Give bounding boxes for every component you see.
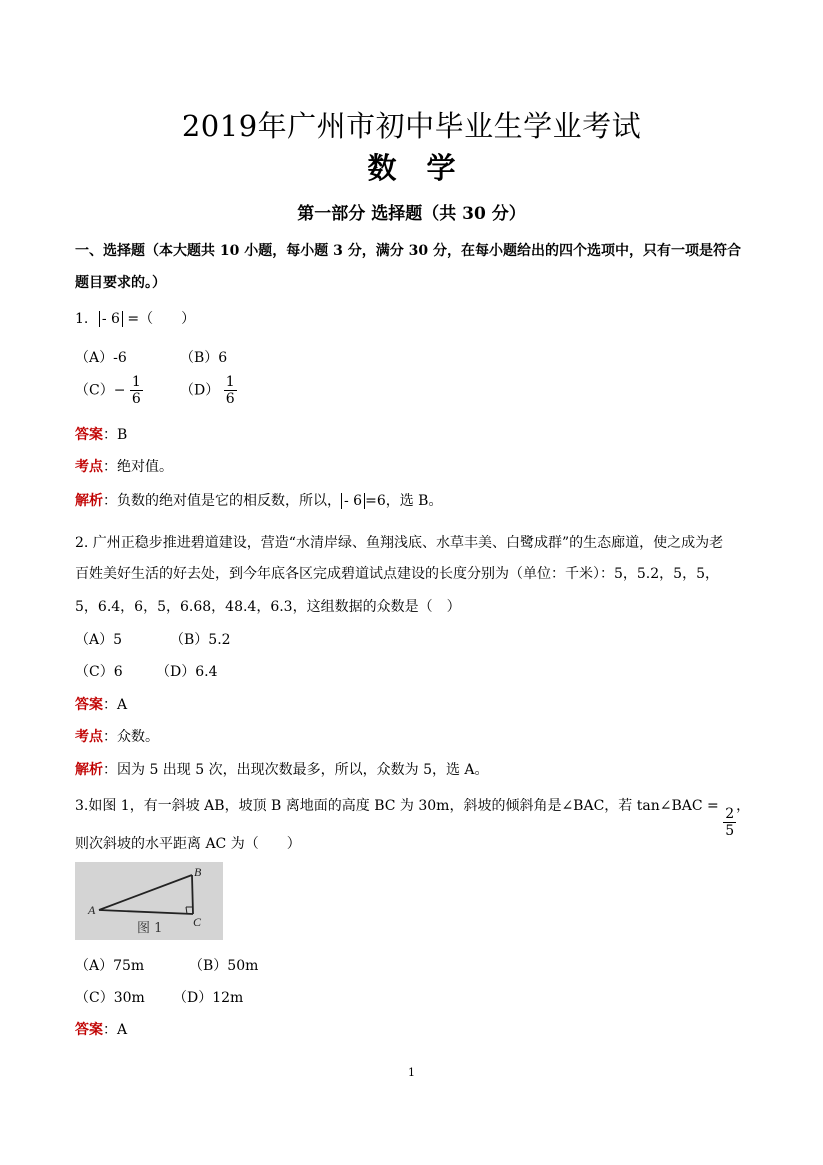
analysis-label: 解析	[75, 762, 103, 778]
q1-abs-expression: - 6	[99, 311, 123, 327]
q1-option-c	[75, 374, 143, 407]
fraction-denominator: 5	[725, 823, 735, 839]
analysis-abs-expression: - 6	[341, 493, 365, 509]
fraction-numerator: 2	[725, 806, 735, 822]
answer-value: ：B	[103, 427, 128, 443]
q2-answer	[75, 694, 127, 714]
point-label: 考点	[75, 459, 103, 475]
q2-option-b: （B）5.2	[170, 632, 231, 648]
q1-stem	[75, 308, 195, 328]
point-b-label: B	[194, 865, 202, 879]
q3-stem-text: 3.如图 1，有一斜坡 AB，坡顶 B 离地面的高度 BC 为 30m，斜坡的倾斜角是∠BAC，若 tan∠BAC =	[75, 798, 719, 814]
q2-stem-line1: 2. 广州正稳步推进碧道建设，营造“水清岸绿、鱼翔浅底、水草丰美、白鹭成群”的生态廊道，使之成为老	[75, 535, 724, 551]
q2-option-d: （D）6.4	[156, 664, 218, 680]
q3-tan-fraction	[723, 806, 736, 839]
point-value: ：众数。	[103, 729, 159, 745]
subject-title: 数学	[367, 151, 486, 185]
part-heading: 第一部分 选择题（共 30 分）	[297, 204, 526, 224]
page-title: 2019年广州市初中毕业生学业考试	[181, 109, 642, 143]
section-instructions-line1: 一、选择题（本大题共 10 小题，每小题 3 分，满分 30 分，在每小题给出的四个选项中，只有一项是符合	[75, 243, 741, 259]
q1-option-c-label: （C）	[75, 382, 114, 399]
q2-option-c: （C）6	[75, 664, 123, 680]
q2-stem-line3: 5，6.4，6，5，6.68，48.4，6.3，这组数据的众数是（ ）	[75, 599, 461, 615]
q1-answer	[75, 424, 127, 444]
q3-option-a: （A）75m	[75, 958, 145, 974]
analysis-text-tail: =6，选 B。	[365, 493, 443, 509]
fraction-numerator: 1	[225, 374, 235, 390]
answer-label: 答案	[75, 427, 103, 443]
answer-label: 答案	[75, 1022, 103, 1038]
section-instructions-line2: 题目要求的。）	[75, 275, 166, 291]
q2-analysis	[75, 759, 489, 779]
q3-stem-comma: ，	[736, 798, 751, 814]
q2-option-a: （A）5	[75, 632, 123, 648]
point-a-label: A	[88, 903, 96, 917]
q1-option-d	[180, 374, 237, 407]
q1-option-c-fraction	[130, 374, 143, 407]
height-line-bc	[192, 875, 193, 914]
answer-value: ：A	[103, 1022, 128, 1038]
page-number: 1	[408, 1066, 415, 1079]
q1-number: 1.	[75, 311, 89, 327]
analysis-text: ：负数的绝对值是它的相反数，所以，	[103, 493, 341, 509]
q2-stem-line2: 百姓美好生活的好去处，到今年底各区完成碧道试点建设的长度分别为（单位：千米）：5，5.2，5，5，	[75, 566, 719, 582]
analysis-text: ：因为 5 出现 5 次，出现次数最多，所以，众数为 5，选 A。	[103, 762, 489, 778]
slope-triangle-diagram	[75, 862, 223, 940]
q3-option-c: （C）30m	[75, 990, 145, 1006]
point-c-label: C	[193, 915, 202, 929]
q1-stem-tail: =（ ）	[127, 311, 196, 327]
q1-option-c-minus: −	[113, 382, 126, 399]
fraction-denominator: 6	[225, 391, 235, 407]
analysis-label: 解析	[75, 493, 103, 509]
q2-point	[75, 726, 159, 746]
q1-option-d-fraction	[224, 374, 237, 407]
q1-option-a: （A）-6	[75, 350, 127, 366]
figure-caption: 图 1	[137, 921, 163, 936]
q3-figure	[75, 862, 223, 940]
answer-value: ：A	[103, 697, 128, 713]
q1-option-b: （B）6	[180, 350, 228, 366]
q3-option-d: （D）12m	[173, 990, 244, 1006]
answer-label: 答案	[75, 697, 103, 713]
q1-point	[75, 456, 173, 476]
q3-option-b: （B）50m	[189, 958, 259, 974]
q3-stem-line2: 则次斜坡的水平距离 AC 为（ ）	[75, 836, 301, 852]
q1-option-d-label: （D）	[180, 382, 220, 399]
fraction-denominator: 6	[131, 391, 141, 407]
q1-analysis	[75, 490, 442, 510]
q3-answer	[75, 1019, 127, 1039]
point-value: ：绝对值。	[103, 459, 173, 475]
fraction-numerator: 1	[131, 374, 141, 390]
point-label: 考点	[75, 729, 103, 745]
